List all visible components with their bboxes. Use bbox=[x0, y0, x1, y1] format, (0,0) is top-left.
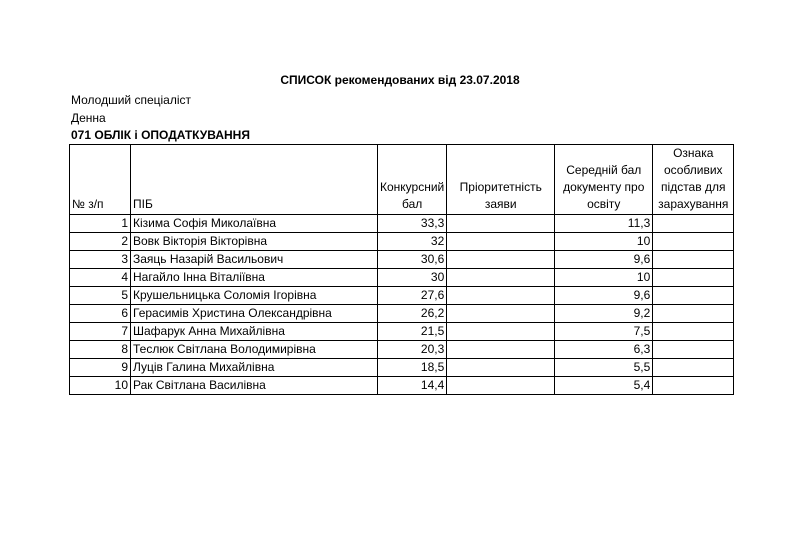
application-priority bbox=[447, 377, 555, 395]
applicant-name: Теслюк Світлана Володимирівна bbox=[131, 341, 378, 359]
application-priority bbox=[447, 341, 555, 359]
document-average-score: 5,4 bbox=[555, 377, 653, 395]
document-average-score: 7,5 bbox=[555, 323, 653, 341]
competitive-score: 30,6 bbox=[378, 251, 447, 269]
application-priority bbox=[447, 287, 555, 305]
competitive-score: 27,6 bbox=[378, 287, 447, 305]
applicant-name: Рак Світлана Василівна bbox=[131, 377, 378, 395]
row-number: 10 bbox=[70, 377, 131, 395]
application-priority bbox=[447, 233, 555, 251]
competitive-score: 21,5 bbox=[378, 323, 447, 341]
table-row bbox=[70, 287, 734, 305]
table-row bbox=[70, 269, 734, 287]
application-priority bbox=[447, 359, 555, 377]
applicant-name: Луців Галина Михайлівна bbox=[131, 359, 378, 377]
application-priority bbox=[447, 323, 555, 341]
column-header-special: Ознака особливих підстав для зарахування bbox=[653, 145, 734, 215]
document-average-score: 10 bbox=[555, 233, 653, 251]
competitive-score: 30 bbox=[378, 269, 447, 287]
column-header-number: № з/п bbox=[70, 145, 131, 215]
application-priority bbox=[447, 215, 555, 233]
column-header-priority: Пріоритетність заяви bbox=[447, 145, 555, 215]
row-number: 9 bbox=[70, 359, 131, 377]
special-grounds-flag bbox=[653, 215, 734, 233]
special-grounds-flag bbox=[653, 305, 734, 323]
table-row bbox=[70, 215, 734, 233]
column-header-average: Середній бал документу про освіту bbox=[555, 145, 653, 215]
competitive-score: 18,5 bbox=[378, 359, 447, 377]
row-number: 6 bbox=[70, 305, 131, 323]
special-grounds-flag bbox=[653, 269, 734, 287]
page-title: СПИСОК рекомендованих від 23.07.2018 bbox=[280, 73, 520, 87]
table-row bbox=[70, 377, 734, 395]
column-header-name: ПІБ bbox=[131, 145, 378, 215]
special-grounds-flag bbox=[653, 323, 734, 341]
column-header-score: Конкурсний бал bbox=[378, 145, 447, 215]
document-average-score: 6,3 bbox=[555, 341, 653, 359]
table-row bbox=[70, 341, 734, 359]
special-grounds-flag bbox=[653, 341, 734, 359]
special-grounds-flag bbox=[653, 251, 734, 269]
table-row bbox=[70, 305, 734, 323]
special-grounds-flag bbox=[653, 377, 734, 395]
competitive-score: 26,2 bbox=[378, 305, 447, 323]
competitive-score: 33,3 bbox=[378, 215, 447, 233]
table-row bbox=[70, 359, 734, 377]
special-grounds-flag bbox=[653, 359, 734, 377]
competitive-score: 14,4 bbox=[378, 377, 447, 395]
applicant-name: Шафарук Анна Михайлівна bbox=[131, 323, 378, 341]
row-number: 2 bbox=[70, 233, 131, 251]
applicant-name: Вовк Вікторія Вікторівна bbox=[131, 233, 378, 251]
special-grounds-flag bbox=[653, 233, 734, 251]
row-number: 1 bbox=[70, 215, 131, 233]
table-row bbox=[70, 323, 734, 341]
application-priority bbox=[447, 269, 555, 287]
program-heading: 071 ОБЛІК і ОПОДАТКУВАННЯ bbox=[71, 128, 250, 142]
document-average-score: 9,6 bbox=[555, 251, 653, 269]
special-grounds-flag bbox=[653, 287, 734, 305]
table-row bbox=[70, 233, 734, 251]
row-number: 8 bbox=[70, 341, 131, 359]
application-priority bbox=[447, 251, 555, 269]
row-number: 7 bbox=[70, 323, 131, 341]
competitive-score: 32 bbox=[378, 233, 447, 251]
application-priority bbox=[447, 305, 555, 323]
recommended-list-table bbox=[69, 144, 734, 395]
applicant-name: Заяць Назарій Васильович bbox=[131, 251, 378, 269]
applicant-name: Крушельницька Соломія Ігорівна bbox=[131, 287, 378, 305]
table-header-row bbox=[70, 145, 734, 215]
document-average-score: 11,3 bbox=[555, 215, 653, 233]
applicant-name: Нагайло Інна Віталіївна bbox=[131, 269, 378, 287]
competitive-score: 20,3 bbox=[378, 341, 447, 359]
row-number: 4 bbox=[70, 269, 131, 287]
study-form-label: Денна bbox=[71, 111, 106, 125]
education-level-label: Молодший спеціаліст bbox=[71, 93, 192, 107]
row-number: 3 bbox=[70, 251, 131, 269]
document-average-score: 10 bbox=[555, 269, 653, 287]
document-average-score: 5,5 bbox=[555, 359, 653, 377]
document-average-score: 9,6 bbox=[555, 287, 653, 305]
row-number: 5 bbox=[70, 287, 131, 305]
table-row bbox=[70, 251, 734, 269]
applicant-name: Герасимів Христина Олександрівна bbox=[131, 305, 378, 323]
applicant-name: Кізима Софія Миколаївна bbox=[131, 215, 378, 233]
document-average-score: 9,2 bbox=[555, 305, 653, 323]
